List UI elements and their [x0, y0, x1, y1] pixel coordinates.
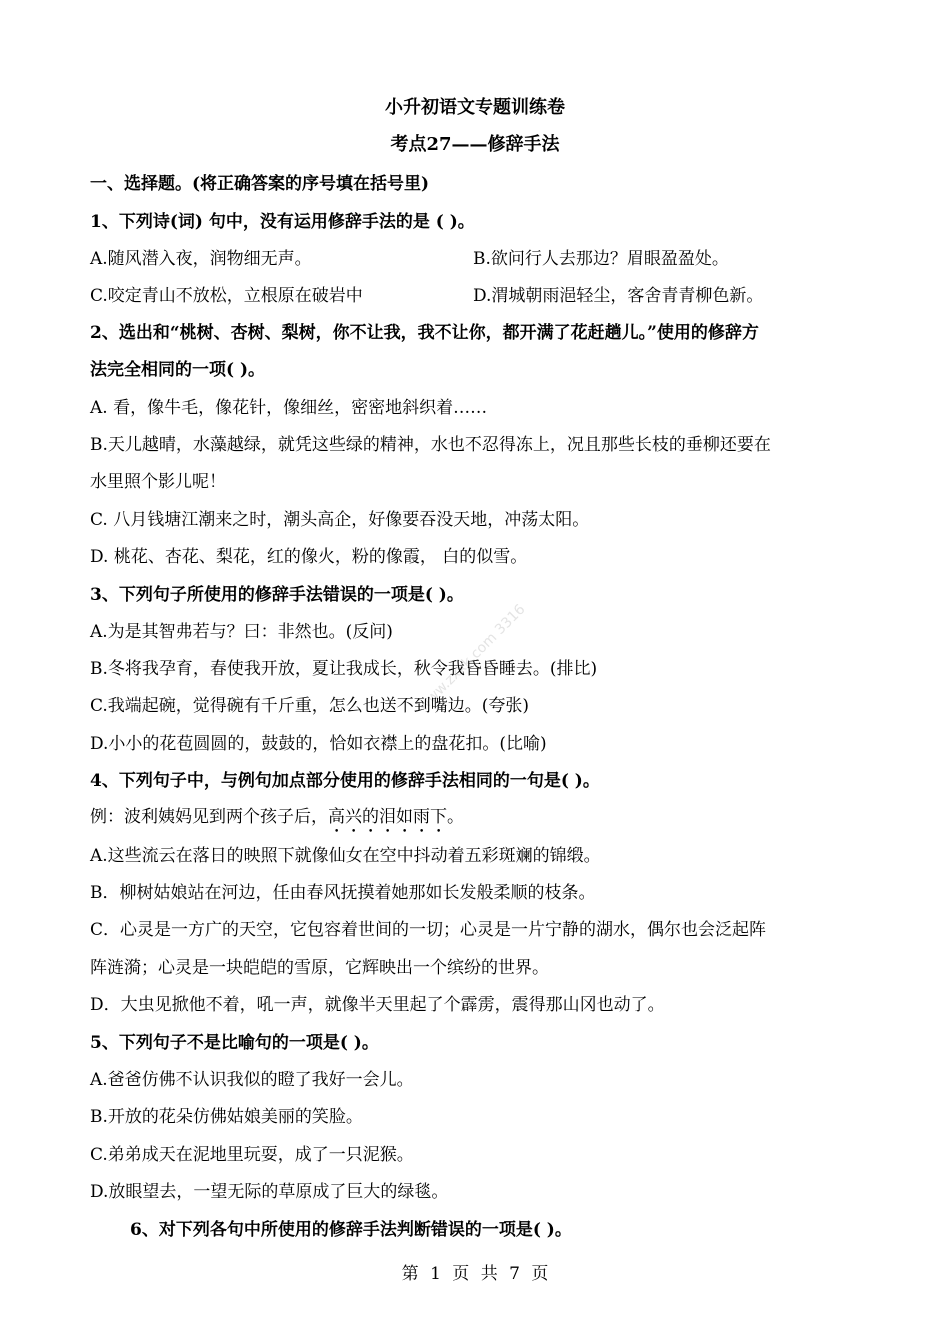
- question-3-option-a: A.为是其智弗若与？曰：非然也。(反问): [90, 622, 393, 642]
- document-title: 小升初语文专题训练卷: [385, 97, 565, 118]
- question-5-option-d: D.放眼望去，一望无际的草原成了巨大的绿毯。: [90, 1182, 449, 1202]
- watermark: www.zxxk.com 3316: [415, 601, 529, 715]
- section-heading: 一、选择题。(将正确答案的序号填在括号里): [90, 174, 430, 194]
- question-2-stem-line1: 2、选出和“桃树、杏树、梨树，你不让我，我不让你，都开满了花赶趟儿。”使用的修辞方: [90, 323, 759, 343]
- question-2-option-d: D. 桃花、杏花、梨花，红的像火，粉的像霞， 白的似雪。: [90, 547, 528, 567]
- page-footer: 第 1 页 共 7 页: [401, 1264, 549, 1284]
- document-subtitle: 考点27——修辞手法: [390, 134, 560, 155]
- example-prefix: 例：波利姨妈见到两个孩子后，: [90, 807, 328, 827]
- question-1-stem: 1、下列诗(词) 句中，没有运用修辞手法的是 ( )。: [90, 212, 475, 232]
- question-1-option-a: A.随风潜入夜，润物细无声。: [90, 249, 312, 269]
- question-3-option-d: D.小小的花苞圆圆的，鼓鼓的，恰如衣襟上的盘花扣。(比喻): [90, 734, 547, 754]
- question-2-option-b: B.天儿越晴，水藻越绿，就凭这些绿的精神，水也不忍得冻上，况且那些长枝的垂柳还要在: [90, 435, 771, 455]
- question-3-stem: 3、下列句子所使用的修辞手法错误的一项是( )。: [90, 585, 464, 605]
- question-4-stem: 4、下列句子中，与例句加点部分使用的修辞手法相同的一句是( )。: [90, 771, 600, 791]
- question-4-option-c-cont: 阵涟漪；心灵是一块皑皑的雪原，它辉映出一个缤纷的世界。: [90, 958, 549, 978]
- question-5-option-c: C.弟弟成天在泥地里玩耍，成了一只泥猴。: [90, 1145, 414, 1165]
- question-4-option-b: B．柳树姑娘站在河边，任由春风抚摸着她那如长发般柔顺的枝条。: [90, 883, 596, 903]
- example-suffix: 。: [447, 807, 464, 827]
- question-2-option-c: C. 八月钱塘江潮来之时，潮头高企，好像要吞没天地，冲荡太阳。: [90, 510, 590, 530]
- question-5-stem: 5、下列句子不是比喻句的一项是( )。: [90, 1033, 379, 1053]
- question-4-example: [90, 806, 464, 837]
- question-5-option-b: B.开放的花朵仿佛姑娘美丽的笑脸。: [90, 1107, 363, 1127]
- question-1-option-b: B.欲问行人去那边？眉眼盈盈处。: [473, 249, 729, 269]
- question-4-option-d: D．大虫见掀他不着，吼一声，就像半天里起了个霹雳，震得那山冈也动了。: [90, 995, 665, 1015]
- question-3-option-b: B.冬将我孕育，春使我开放，夏让我成长，秋令我昏昏睡去。(排比): [90, 659, 598, 679]
- example-emphasis: 高兴的泪如雨下: [328, 807, 447, 827]
- question-2-option-a: A. 看，像牛毛，像花针，像细丝，密密地斜织着……: [90, 398, 488, 418]
- question-2-option-b-cont: 水里照个影儿呢！: [90, 472, 226, 492]
- question-1-option-d: D.渭城朝雨浥轻尘，客舍青青柳色新。: [473, 286, 764, 306]
- question-4-option-a: A.这些流云在落日的映照下就像仙女在空中抖动着五彩斑斓的锦缎。: [90, 846, 601, 866]
- question-1-option-c: C.咬定青山不放松，立根原在破岩中: [90, 286, 363, 306]
- question-3-option-c: C.我端起碗，觉得碗有千斤重，怎么也送不到嘴边。(夸张): [90, 696, 530, 716]
- question-6-stem: 6、对下列各句中所使用的修辞手法判断错误的一项是( )。: [130, 1220, 572, 1240]
- question-4-option-c: C．心灵是一方广的天空，它包容着世间的一切；心灵是一片宁静的湖水，偶尔也会泛起阵: [90, 920, 767, 940]
- question-5-option-a: A.爸爸仿佛不认识我似的瞪了我好一会儿。: [90, 1070, 414, 1090]
- question-2-stem-line2: 法完全相同的一项( )。: [90, 360, 266, 380]
